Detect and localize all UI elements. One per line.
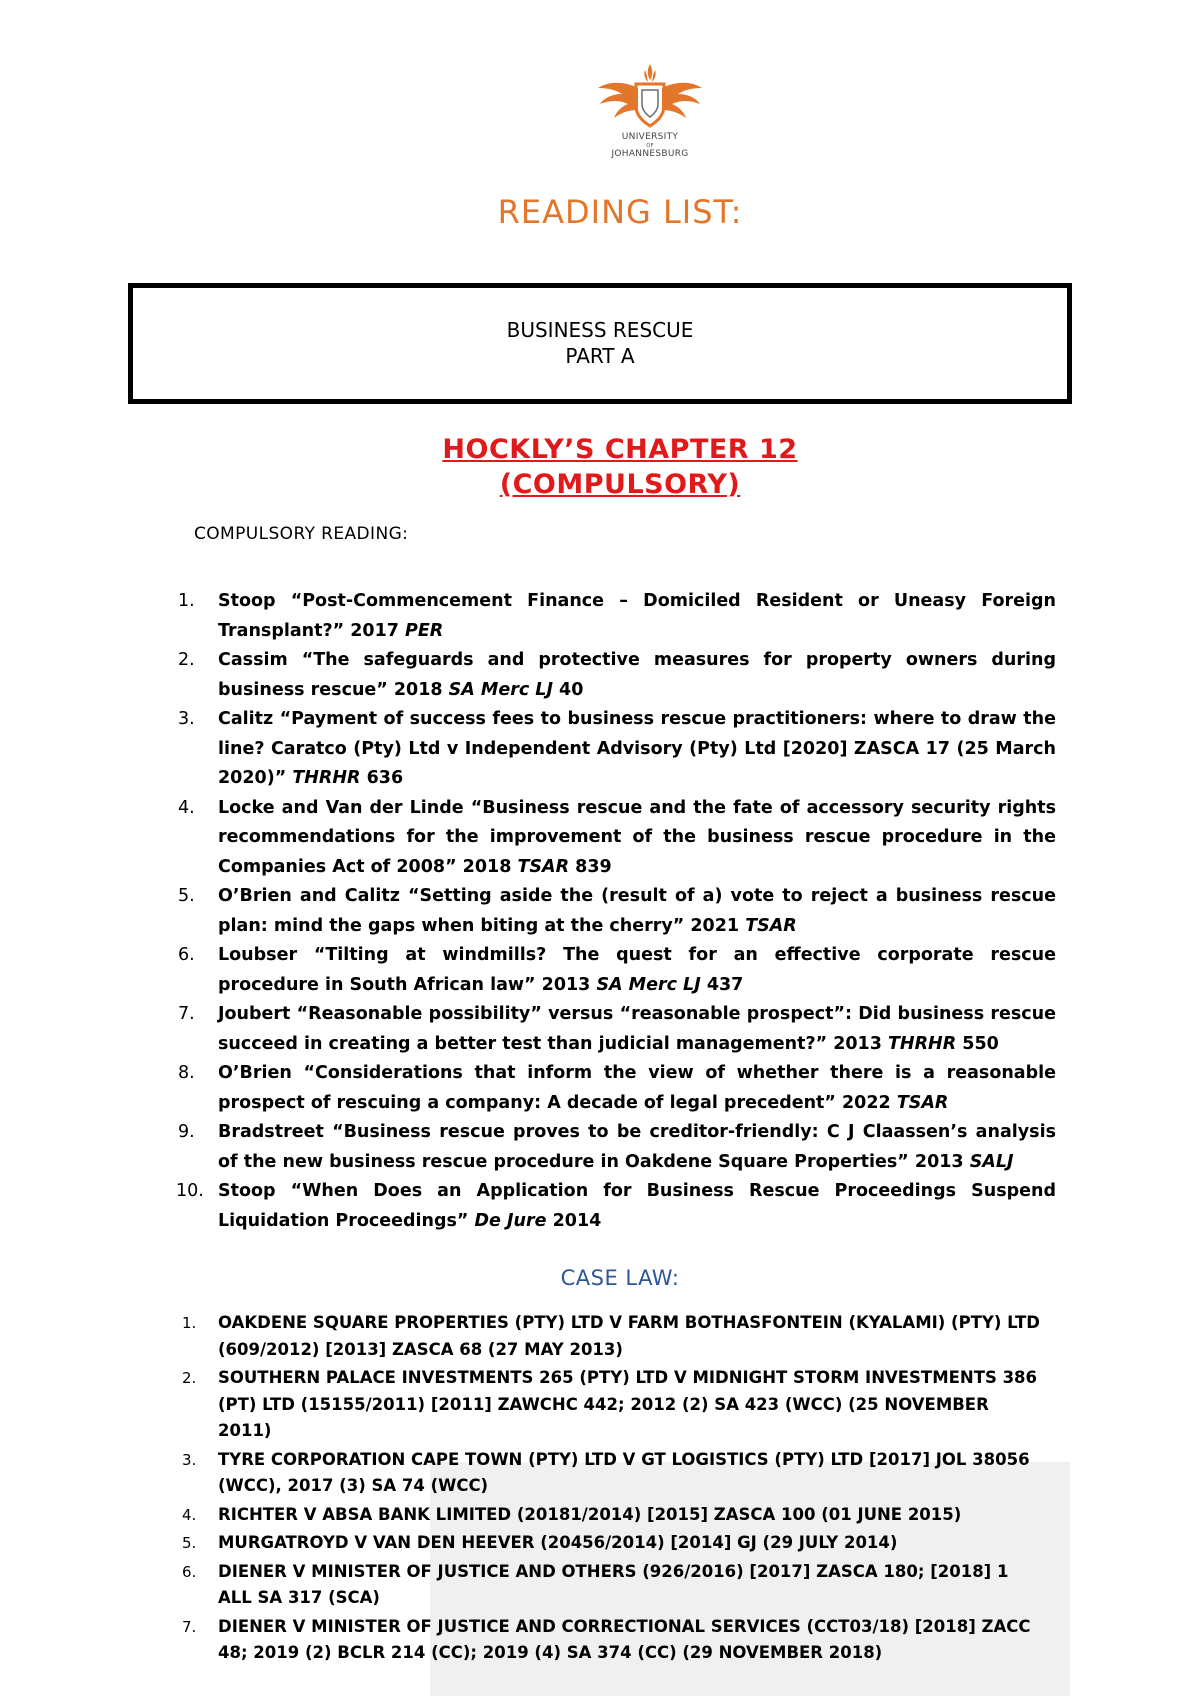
reading-number: 4.	[178, 797, 195, 818]
reading-number: 1.	[178, 591, 195, 611]
reading-number: 3.	[178, 709, 195, 729]
reading-journal: TSAR	[517, 856, 570, 877]
case-number: 5.	[182, 1534, 197, 1552]
case-citation: SOUTHERN PALACE INVESTMENTS 265 (PTY) LTD V MIDNIGHT STORM INVESTMENTS 386 (PT) LTD (15155/2011) [2011] ZAWCHC 442; 2012 (2) SA 423 (WCC) (25 NOVEMBER 2011)	[218, 1368, 1038, 1440]
reading-page: 2014	[546, 1210, 602, 1231]
reading-citation: Locke and Van der Linde “Business rescue and the fate of accessory security rights recommendations for the improvement of the business rescue procedure in the Companies Act of 2008” 2018	[218, 797, 1056, 877]
compulsory-reading-label: COMPULSORY READING:	[194, 524, 409, 544]
cases-list	[182, 1310, 1042, 1669]
uj-emblem-icon	[590, 62, 710, 130]
reading-journal: SA Merc LJ	[448, 679, 553, 700]
readings-list	[178, 587, 1056, 1236]
case-number: 2.	[182, 1369, 197, 1387]
reading-citation: Calitz “Payment of success fees to business rescue practitioners: where to draw the line? Caratco (Pty) Ltd v Independent Advisory (Pty) Ltd [2020] ZASCA 17 (25 March 2020)”	[218, 709, 1056, 788]
module-name: BUSINESS RESCUE	[506, 318, 694, 342]
reading-page: 437	[700, 974, 744, 995]
reading-journal: De Jure	[474, 1210, 547, 1231]
reading-journal: SA Merc LJ	[596, 974, 701, 995]
reading-item	[178, 1177, 1056, 1236]
reading-text	[218, 1063, 1056, 1113]
reading-number: 10.	[176, 1181, 204, 1201]
case-number: 7.	[182, 1617, 197, 1636]
chapter-heading	[0, 432, 1200, 502]
reading-number: 9.	[178, 1122, 195, 1142]
reading-citation: O’Brien and Calitz “Setting aside the (result of a) vote to reject a business rescue plan: mind the gaps when biting at the cherry” 2021	[218, 886, 1056, 936]
reading-number: 5.	[178, 886, 195, 906]
reading-journal: TSAR	[745, 915, 797, 936]
reading-journal: THRHR	[292, 768, 361, 788]
reading-citation: Cassim “The safeguards and protective measures for property owners during business rescue” 2018	[218, 650, 1056, 700]
reading-text	[218, 650, 1056, 700]
reading-item	[178, 705, 1056, 794]
reading-text	[218, 886, 1056, 936]
reading-text	[218, 709, 1056, 788]
reading-text	[218, 591, 1056, 641]
reading-item	[178, 587, 1056, 646]
reading-page: 40	[552, 679, 584, 700]
case-citation: MURGATROYD V VAN DEN HEEVER (20456/2014) [2014] GJ (29 JULY 2014)	[218, 1533, 898, 1552]
reading-item	[178, 1059, 1056, 1118]
case-citation: TYRE CORPORATION CAPE TOWN (PTY) LTD V GT LOGISTICS (PTY) LTD [2017] JOL 38056 (WCC), 2017 (3) SA 74 (WCC)	[218, 1449, 1030, 1495]
case-citation: DIENER V MINISTER OF JUSTICE AND CORRECTIONAL SERVICES (CCT03/18) [2018] ZACC 48; 2019 (2) BCLR 214 (CC); 2019 (4) SA 374 (CC) (29 NOVEMBER 2018)	[218, 1616, 1031, 1662]
page-title: READING LIST:	[497, 193, 743, 231]
reading-text	[218, 945, 1056, 995]
reading-item	[178, 1000, 1056, 1059]
reading-citation: Stoop “When Does an Application for Business Rescue Proceedings Suspend Liquidation Proceedings”	[218, 1181, 1056, 1231]
case-item	[182, 1502, 1042, 1529]
reading-text	[218, 1122, 1056, 1172]
reading-citation: O’Brien “Considerations that inform the view of whether there is a reasonable prospect of rescuing a company: A decade of legal precedent” 2022	[218, 1063, 1056, 1113]
reading-number: 6.	[178, 945, 195, 965]
case-number: 6.	[182, 1562, 197, 1581]
reading-citation: Stoop “Post-Commencement Finance – Domiciled Resident or Uneasy Foreign Transplant?” 2017	[218, 591, 1056, 641]
reading-item	[178, 941, 1056, 1000]
reading-page: 636	[360, 768, 404, 788]
case-item	[182, 1310, 1042, 1363]
reading-number: 2.	[178, 650, 195, 670]
case-citation: OAKDENE SQUARE PROPERTIES (PTY) LTD V FARM BOTHASFONTEIN (KYALAMI) (PTY) LTD (609/2012) [2013] ZASCA 68 (27 MAY 2013)	[218, 1313, 1040, 1359]
module-part: PART A	[565, 344, 635, 368]
reading-item	[178, 1118, 1056, 1177]
logo-text-university: UNIVERSITY	[621, 132, 679, 142]
case-item	[182, 1614, 1042, 1667]
reading-item	[178, 794, 1056, 883]
case-number: 1.	[182, 1314, 197, 1332]
reading-journal: PER	[405, 620, 444, 641]
case-item	[182, 1559, 1042, 1612]
reading-journal: THRHR	[888, 1033, 957, 1054]
module-box	[128, 283, 1072, 404]
reading-text	[218, 798, 1056, 877]
case-citation: RICHTER V ABSA BANK LIMITED (20181/2014) [2015] ZASCA 100 (01 JUNE 2015)	[218, 1504, 962, 1524]
reading-citation: Joubert “Reasonable possibility” versus “reasonable prospect”: Did business rescue succeed in creating a better test than judicial management?” 2013	[218, 1004, 1056, 1054]
reading-journal: TSAR	[896, 1092, 949, 1113]
case-number: 3.	[182, 1450, 197, 1469]
reading-text	[218, 1004, 1056, 1054]
reading-number: 8.	[178, 1063, 195, 1083]
reading-page: 839	[569, 856, 612, 877]
case-citation: DIENER V MINISTER OF JUSTICE AND OTHERS (926/2016) [2017] ZASCA 180; [2018] 1 ALL SA 317 (SCA)	[218, 1561, 1009, 1607]
chapter-title: HOCKLY’S CHAPTER 12	[442, 434, 798, 465]
reading-item	[178, 882, 1056, 941]
case-item	[182, 1365, 1042, 1445]
reading-journal: SALJ	[969, 1151, 1014, 1172]
reading-text	[218, 1181, 1056, 1231]
university-logo	[590, 62, 710, 172]
reading-page: 550	[956, 1033, 999, 1054]
reading-number: 7.	[178, 1004, 195, 1024]
reading-item	[178, 646, 1056, 705]
case-number: 4.	[182, 1505, 197, 1524]
case-item	[182, 1447, 1042, 1500]
reading-citation: Bradstreet “Business rescue proves to be creditor-friendly: C J Claassen’s analysis of the new business rescue procedure in Oakdene Square Properties” 2013	[218, 1122, 1056, 1172]
logo-text-of: OF	[646, 143, 654, 149]
case-item	[182, 1530, 1042, 1557]
reading-citation: Loubser “Tilting at windmills? The quest for an effective corporate rescue procedure in South African law” 2013	[218, 945, 1056, 995]
case-law-heading: CASE LAW:	[560, 1266, 680, 1290]
chapter-subtitle: (COMPULSORY)	[499, 469, 741, 500]
logo-text-johannesburg: JOHANNESBURG	[611, 149, 689, 159]
